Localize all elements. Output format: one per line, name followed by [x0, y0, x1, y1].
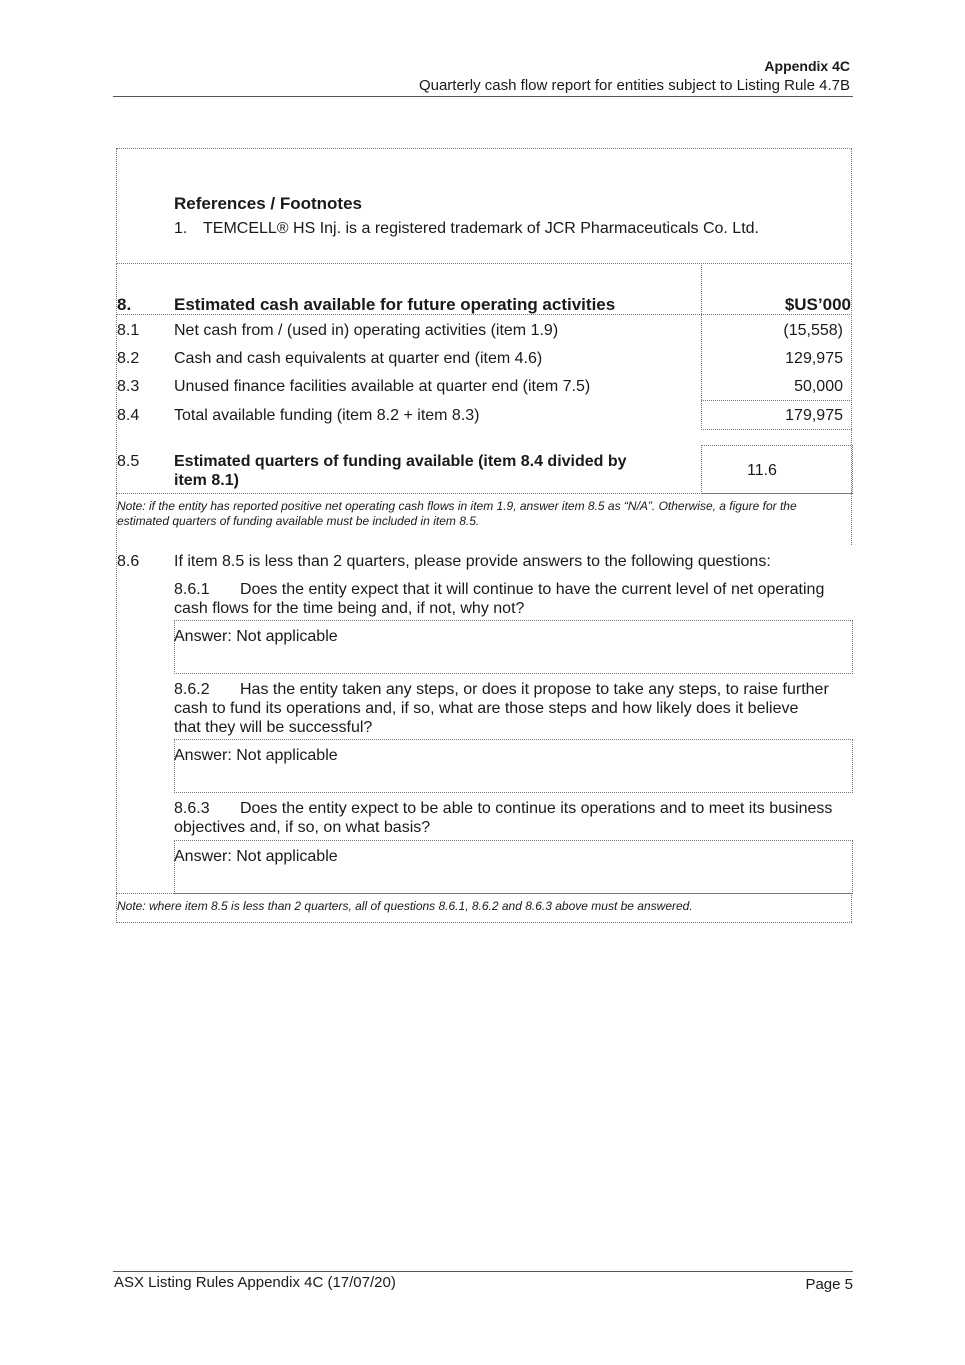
- appendix-title: Appendix 4C: [764, 58, 850, 74]
- section-bottom-rule: [116, 922, 852, 923]
- row-number: 8.6: [117, 553, 140, 570]
- question-text: Has the entity taken any steps, or does it propose to take any steps, to raise further: [240, 681, 829, 698]
- answer-text: Answer: Not applicable: [174, 628, 338, 645]
- row-label-bold: Estimated quarters of funding available (item 8.4 divided by: [174, 453, 627, 470]
- question-number: 8.6.2: [174, 681, 210, 698]
- question-number: 8.6.1: [174, 581, 210, 598]
- note-top-rule: [116, 893, 852, 894]
- header-divider: [113, 96, 853, 97]
- note-text: Note: where item 8.5 is less than 2 quarters, all of questions 8.6.1, 8.6.2 and 8.6.3 above must be answered.: [117, 899, 693, 913]
- report-subtitle: Quarterly cash flow report for entities subject to Listing Rule 4.7B: [418, 77, 850, 94]
- quarters-value-box: [701, 445, 853, 494]
- footnote-number: 1.: [174, 220, 188, 237]
- row-value: (15,558): [783, 322, 843, 339]
- answer-text: Answer: Not applicable: [174, 747, 338, 764]
- question-text: cash to fund its operations and, if so, what are those steps and how likely does it believe: [174, 700, 799, 717]
- row-label: Cash and cash equivalents at quarter end (item 4.6): [174, 350, 543, 367]
- row-number: 8.2: [117, 350, 140, 367]
- row-value: 50,000: [794, 378, 843, 395]
- references-heading: References / Footnotes: [174, 194, 362, 213]
- total-top-rule: [701, 400, 852, 401]
- question-number: 8.6.3: [174, 800, 210, 817]
- page-number: Page 5: [805, 1276, 853, 1293]
- row-label: Net cash from / (used in) operating activities (item 1.9): [174, 322, 559, 339]
- row-number: 8.5: [117, 453, 140, 470]
- question-text: that they will be successful?: [174, 719, 373, 736]
- question-text: cash flows for the time being and, if not, why not?: [174, 600, 525, 617]
- row-label-bold: item 8.1): [174, 472, 239, 489]
- section-top-rule: [116, 263, 852, 264]
- question-intro: If item 8.5 is less than 2 quarters, please provide answers to the following questions:: [174, 553, 771, 570]
- section-number: 8.: [117, 295, 132, 314]
- currency-header: $US’000: [784, 295, 851, 314]
- row-number: 8.3: [117, 378, 140, 395]
- row-value: 179,975: [785, 407, 843, 424]
- row-value: 129,975: [785, 350, 843, 367]
- row-label: Unused finance facilities available at quarter end (item 7.5): [174, 378, 591, 395]
- question-text: Does the entity expect to be able to continue its operations and to meet its business: [240, 800, 833, 817]
- heading-underline: [116, 314, 852, 315]
- row-label: Total available funding (item 8.2 + item 8.3): [174, 407, 480, 424]
- footer-document-id: ASX Listing Rules Appendix 4C (17/07/20): [114, 1274, 396, 1291]
- value-column-rule: [701, 263, 702, 430]
- row-number: 8.4: [117, 407, 140, 424]
- footer-divider: [113, 1271, 853, 1272]
- note-text: estimated quarters of funding available must be included in item 8.5.: [117, 514, 480, 528]
- section-title: Estimated cash available for future operating activities: [174, 295, 616, 314]
- total-bottom-rule: [701, 429, 852, 430]
- question-text: Does the entity expect that it will continue to have the current level of net operating: [240, 581, 825, 598]
- note-text: Note: if the entity has reported positive net operating cash flows in item 1.9, answer item 8.5 as “N/A”. Otherwise, a figure for the: [117, 499, 797, 513]
- row-number: 8.1: [117, 322, 140, 339]
- note-right-rule: [851, 893, 852, 922]
- question-text: objectives and, if so, on what basis?: [174, 819, 431, 836]
- quarters-value: 11.6: [747, 462, 777, 479]
- note-top-rule: [116, 493, 852, 494]
- footnote-text: TEMCELL® HS Inj. is a registered trademark of JCR Pharmaceuticals Co. Ltd.: [203, 220, 759, 237]
- answer-text: Answer: Not applicable: [174, 848, 338, 865]
